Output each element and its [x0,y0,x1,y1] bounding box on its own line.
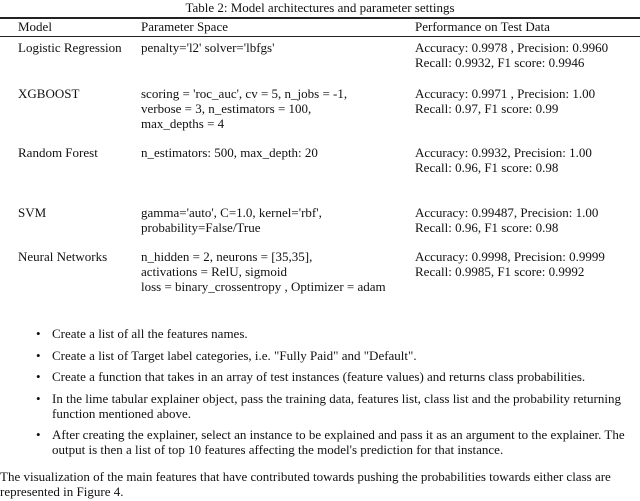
header-rule [0,36,640,37]
list-item: • Create a function that takes in an array of test instances (feature values) and returns class probabilities. [0,369,640,384]
table-cell: Recall: 0.97, F1 score: 0.99 [415,101,559,116]
table-cell: probability=False/True [141,220,261,235]
body-paragraph: The visualization of the main features that have contributed towards pushing the probabilities towards either class are represented in Figure 4. [0,469,611,499]
list-item: • In the lime tabular explainer object, pass the training data, features list, class list and the probability returning function mentioned above. [0,391,640,421]
table-cell: SVM [18,205,47,220]
list-item: • Create a list of Target label categories, i.e. "Fully Paid" and "Default". [0,348,640,363]
table-cell: penalty='l2' solver='lbfgs' [141,40,275,55]
table-cell: n_hidden = 2, neurons = [35,35], [141,249,313,264]
table-cell: Recall: 0.9985, F1 score: 0.9992 [415,264,585,279]
table-cell: Accuracy: 0.9932, Precision: 1.00 [415,145,592,160]
table-cell: Recall: 0.96, F1 score: 0.98 [415,220,559,235]
table-cell: gamma='auto', C=1.0, kernel='rbf', [141,205,322,220]
table-cell: Logistic Regression [18,40,122,55]
table-cell: verbose = 3, n_estimators = 100, [141,101,312,116]
header-params: Parameter Space [141,19,228,34]
list-item: • After creating the explainer, select an instance to be explained and pass it as an argument to the explainer. The output is then a list of top 10 features affecting the model's prediction for that instance. [0,427,640,457]
header-model: Model [18,19,52,34]
steps-list [0,326,640,464]
table-cell: loss = binary_crossentropy , Optimizer = adam [141,279,386,294]
table-cell: Accuracy: 0.9998, Precision: 0.9999 [415,249,605,264]
table-cell: scoring = 'roc_auc', cv = 5, n_jobs = -1, [141,86,348,101]
table-cell: Accuracy: 0.9971 , Precision: 1.00 [415,86,596,101]
table-cell: Accuracy: 0.99487, Precision: 1.00 [415,205,599,220]
table-cell: Recall: 0.9932, F1 score: 0.9946 [415,55,585,70]
table-cell: Neural Networks [18,249,108,264]
table-caption: Table 2: Model architectures and parameter settings [185,0,455,15]
table-cell: activations = RelU, sigmoid [141,264,287,279]
table-cell: Random Forest [18,145,98,160]
table-cell: Accuracy: 0.9978 , Precision: 0.9960 [415,40,609,55]
table-cell: n_estimators: 500, max_depth: 20 [141,145,318,160]
header-perf: Performance on Test Data [415,19,550,34]
list-item: • Create a list of all the features names. [0,326,640,341]
table-cell: max_depths = 4 [141,116,225,131]
table-cell: XGBOOST [18,86,80,101]
table-cell: Recall: 0.96, F1 score: 0.98 [415,160,559,175]
